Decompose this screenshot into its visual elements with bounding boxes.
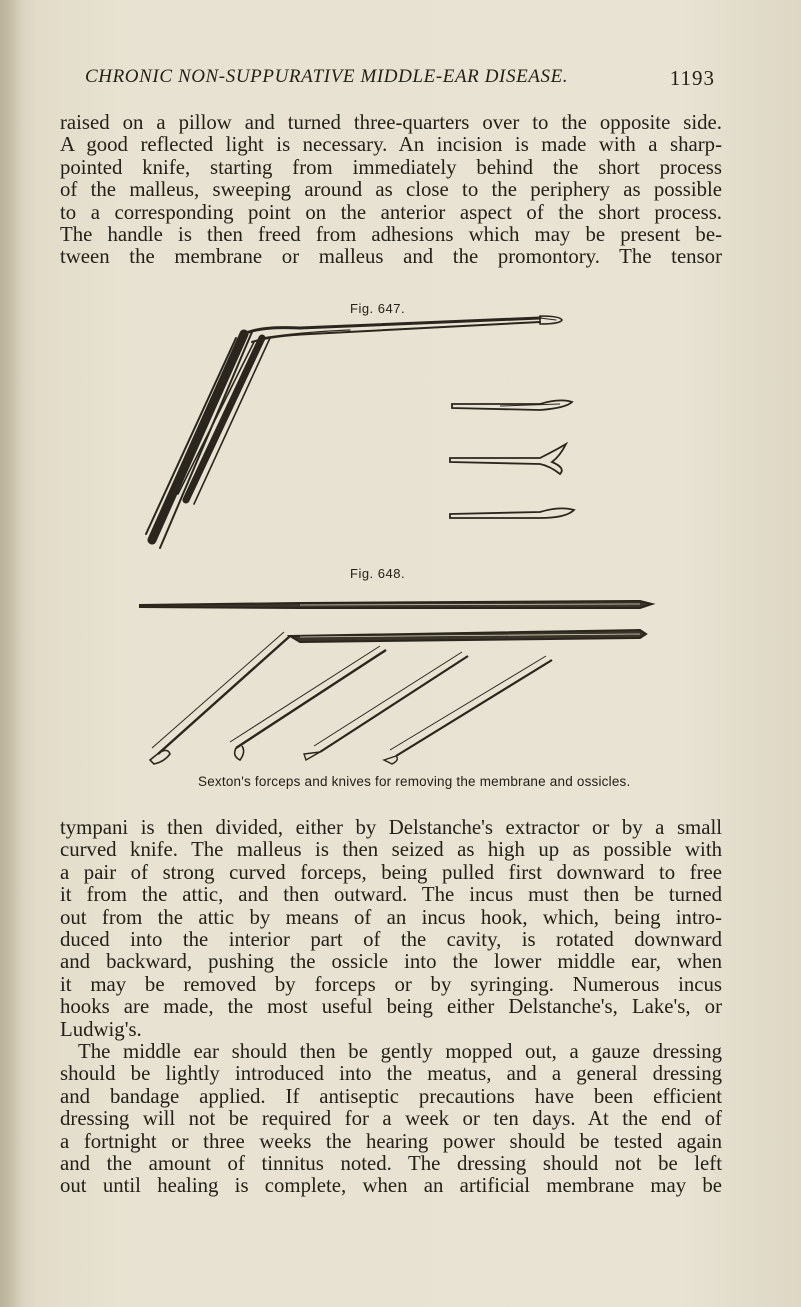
- text-line: Ludwig's.: [60, 1017, 142, 1041]
- text-line: tympani is then divided, either by Delstanche's extractor or by a small: [60, 816, 722, 839]
- text-line: to a corresponding point on the anterior aspect of the short process.: [60, 200, 722, 224]
- text-line: dressing will not be required for a week or ten days. At the end of: [60, 1107, 722, 1131]
- text-line: curved knife. The malleus is then seized as high up as possible with: [60, 838, 722, 862]
- figure-648-label: Fig. 648.: [350, 566, 406, 581]
- figure-caption: Sexton's forceps and knives for removing the membrane and ossicles.: [198, 774, 631, 789]
- text-line: out until healing is complete, when an artificial membrane may be: [60, 1174, 722, 1198]
- text-line: and backward, pushing the ossicle into the lower middle ear, when: [60, 950, 722, 974]
- text-line: and bandage applied. If antiseptic precautions have been efficient: [60, 1084, 722, 1108]
- paragraph-bottom: [60, 817, 722, 1041]
- text-line: A good reflected light is necessary. An incision is made with a sharp-: [60, 133, 722, 157]
- text-line: raised on a pillow and turned three-quarters over to the opposite side.: [60, 111, 722, 134]
- text-line: a pair of strong curved forceps, being pulled first downward to free: [60, 860, 722, 884]
- text-line: tween the membrane or malleus and the promontory. The tensor: [60, 245, 722, 269]
- text-line: hooks are made, the most useful being either Delstanche's, Lake's, or: [60, 995, 722, 1019]
- text-line: should be lightly introduced into the meatus, and a general dressing: [60, 1062, 722, 1086]
- text-line: The middle ear should then be gently mopped out, a gauze dressing: [78, 1040, 722, 1063]
- text-line: it may be removed by forceps or by syringing. Numerous incus: [60, 972, 722, 996]
- figure-647-label: Fig. 647.: [350, 301, 406, 316]
- page-number: 1193: [669, 66, 715, 90]
- running-head-title: CHRONIC NON-SUPPURATIVE MIDDLE-EAR DISEASE.: [85, 66, 569, 87]
- knife-illustrations: [450, 400, 574, 518]
- text-line: and the amount of tinnitus noted. The dressing should not be left: [60, 1152, 722, 1176]
- text-line: it from the attic, and then outward. The incus must then be turned: [60, 883, 722, 907]
- text-line: out from the attic by means of an incus hook, which, being intro-: [60, 905, 722, 929]
- text-line: The handle is then freed from adhesions which may be present be-: [60, 223, 722, 247]
- paragraph-bottom-2: [60, 1041, 722, 1198]
- text-line: of the malleus, sweeping around as close to the periphery as possible: [60, 178, 722, 202]
- text-line: a fortnight or three weeks the hearing power should be tested again: [60, 1129, 722, 1153]
- text-line: pointed knife, starting from immediately behind the short process: [60, 155, 722, 179]
- long-instrument-illustration: [140, 601, 652, 764]
- text-line: duced into the interior part of the cavity, is rotated downward: [60, 928, 722, 952]
